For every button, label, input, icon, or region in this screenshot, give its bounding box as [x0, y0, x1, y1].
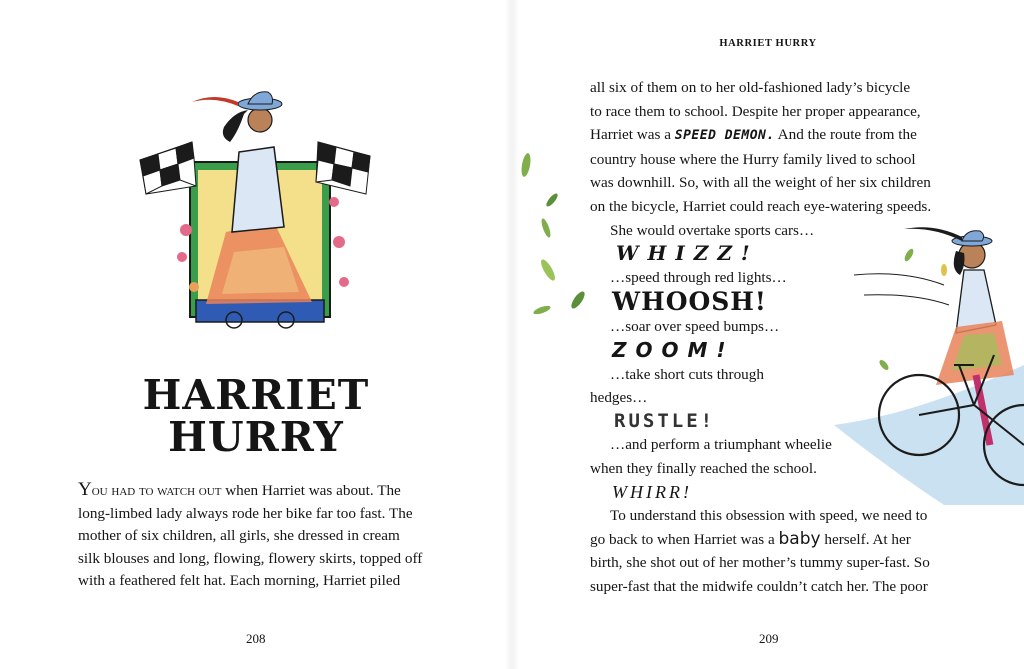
text-line: with a feathered felt hat. Each morning, Harriet piled — [78, 572, 401, 589]
text-line: mother of six children, all girls, she dressed in cream — [78, 527, 400, 544]
text-run: when Harriet was about. The — [221, 482, 401, 499]
chapter-title-line-1: HARRIET — [142, 371, 370, 419]
text-run: go back to when Harriet was a — [590, 530, 779, 548]
text-line: …speed through red lights… — [610, 268, 787, 286]
text-line — [78, 479, 438, 503]
page-number-right: 209 — [759, 631, 779, 646]
sound-effect-zoom: ZOOM! — [612, 337, 735, 362]
sound-effect-whoosh: WHOOSH! — [612, 287, 767, 317]
sound-effect-whizz: WHIZZ! — [616, 241, 759, 266]
text-line: to race them to school. Despite her proper appearance, — [590, 102, 921, 120]
text-line — [590, 123, 970, 148]
speed-demon-emphasis: SPEED DEMON. — [674, 128, 775, 144]
right-page — [512, 0, 1024, 669]
text-line: To understand this obsession with speed, we need to — [610, 507, 928, 525]
text-line: …and perform a triumphant wheelie — [610, 436, 832, 454]
page-number-left: 208 — [246, 631, 266, 646]
text-line: hedges… — [590, 389, 648, 407]
text-line: silk blouses and long, flowing, flowery skirts, topped off — [78, 549, 423, 567]
text-line: was downhill. So, with all the weight of her six children — [590, 174, 931, 192]
text-line: long-limbed lady always rode her bike far too fast. The — [78, 504, 413, 522]
opening-small-caps: ou had to watch out — [91, 483, 222, 499]
text-line: all six of them on to her old-fashioned lady’s bicycle — [590, 79, 911, 96]
chapter-title — [0, 371, 512, 461]
text-line: super-fast that the midwife couldn’t catch her. The poor — [590, 577, 928, 595]
left-body-text — [78, 479, 438, 593]
text-line: birth, she shot out of her mother’s tummy super-fast. So — [590, 554, 930, 572]
text-line — [590, 528, 970, 552]
text-line: She would overtake sports cars… — [610, 221, 815, 239]
text-line: on the bicycle, Harriet could reach eye-watering speeds. — [590, 197, 932, 215]
text-run: herself. At her — [820, 530, 911, 548]
harriet-portrait-illustration — [134, 82, 380, 332]
sound-effect-rustle: RUSTLE! — [614, 409, 716, 432]
running-head: HARRIET HURRY — [719, 38, 817, 49]
text-line: when they finally reached the school. — [590, 459, 817, 477]
chapter-title-line-2: HURRY — [168, 413, 344, 461]
text-run: And the route from the — [774, 126, 917, 144]
baby-emphasis: baby — [778, 528, 821, 549]
sound-effect-whirr: WHIRR! — [612, 481, 692, 502]
text-run: Harriet was a — [590, 126, 675, 144]
drop-cap: Y — [78, 479, 92, 500]
text-line: …take short cuts through — [610, 365, 764, 383]
text-line: …soar over speed bumps… — [610, 318, 780, 336]
text-line: country house where the Hurry family lived to school — [590, 150, 916, 168]
right-body-text — [590, 76, 970, 598]
